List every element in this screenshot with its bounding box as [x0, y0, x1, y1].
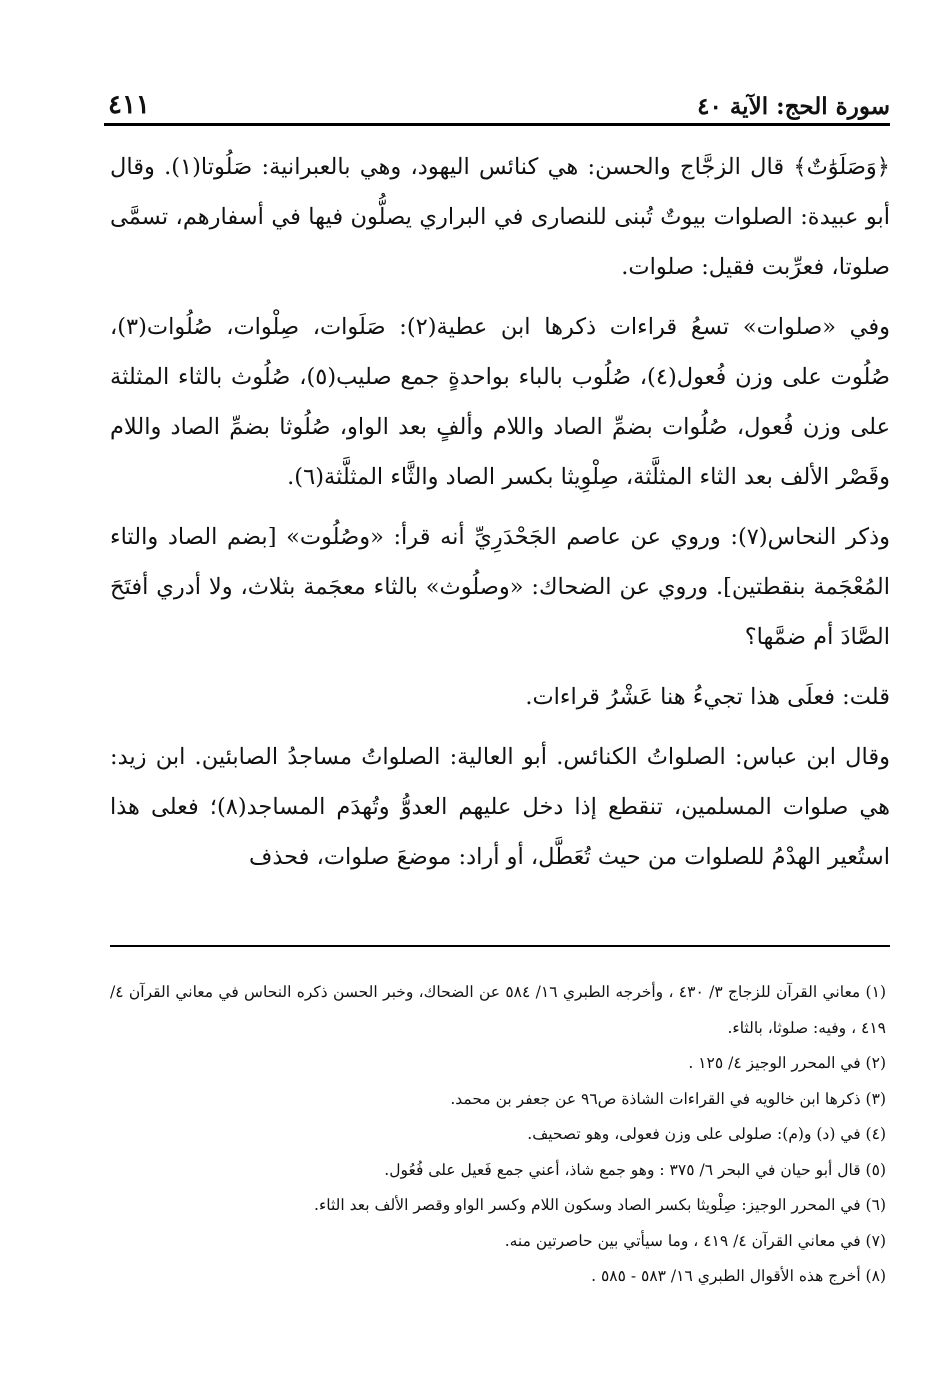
main-text [110, 142, 890, 882]
footnote-1: (١) معاني القرآن للزجاج ٣/ ٤٣٠ ، وأخرجه الطبري ١٦/ ٥٨٤ عن الضحاك، وخبر الحسن ذكره النحاس في معاني القرآن ٤/ ٤١٩ ، وفيه: صلوثا، بالثاء. [110, 983, 886, 1037]
footnote-3: (٣) ذكرها ابن خالويه في القراءات الشاذة ص٩٦ عن جعفر بن محمد. [450, 1089, 886, 1108]
footnote-2: (٢) في المحرر الوجيز ٤/ ١٢٥ . [688, 1054, 886, 1072]
footnotes [110, 975, 886, 1295]
footnote-6: (٦) في المحرر الوجيز: صِلْويثا بكسر الصاد وسكون اللام وكسر الواو وقصر الألف بعد الثاء. [314, 1196, 886, 1214]
footnote-5: (٥) قال أبو حيان في البحر ٦/ ٣٧٥ : وهو جمع شاذ، أعني جمع فَعيل على فُعُول. [384, 1160, 886, 1179]
paragraph-5: وقال ابن عباس: الصلواتُ الكنائس. أبو العالية: الصلواتُ مساجدُ الصابئين. ابن زيد: هي صلوات المسلمين، تنقطع إذا دخل عليهم العدوُّ وتُهدَم المساجد(٨)؛ فعلى هذا استُعير الهدْمُ للصلوات من حيث تُعَطَّل، أو أراد: موضعَ صلوات، فحذف [110, 744, 890, 870]
footnote-8: (٨) أخرج هذه الأقوال الطبري ١٦/ ٥٨٣ - ٥٨٥ . [591, 1267, 886, 1285]
paragraph-1: ﴿وَصَلَوَٰتٌ﴾ قال الزجَّاج والحسن: هي كنائس اليهود، وهي بالعبرانية: صَلُوتا(١). وقال أبو عبيدة: الصلوات بيوتٌ تُبنى للنصارى في البراري يصلُّون فيها في أسفارهم، تسمَّى صلوتا، فعرِّبت فقيل: صلوات. [110, 154, 890, 280]
paragraph-4: قلت: فعلَى هذا تجيءُ هنا عَشْرُ قراءات. [525, 684, 890, 710]
footnote-4: (٤) في (د) و(م): صلولى على وزن فعولى، وهو تصحيف. [527, 1125, 886, 1143]
paragraph-2: وفي «صلوات» تسعُ قراءات ذكرها ابن عطية(٢): صَلَوات، صِلْوات، صُلُوات(٣)، صُلُوت على وزن فُعول(٤)، صُلُوب بالباء بواحدةٍ جمع صليب(٥)، صُلُوث بالثاء المثلثة على وزن فُعول، صُلُوات بضمِّ الصاد واللام وألفٍ بعد الواو، صُلُوثا بضمِّ الصاد واللام وقَصْر الألف بعد الثاء المثلَّثة، صِلْوِيثا بكسر الصاد والثَّاء المثلَّثة(٦). [110, 314, 891, 490]
page-header [108, 74, 890, 120]
footnote-7: (٧) في معاني القرآن ٤/ ٤١٩ ، وما سيأتي بين حاصرتين منه. [504, 1231, 886, 1250]
header-rule [104, 123, 890, 126]
footnote-rule [110, 945, 890, 947]
running-title: سورة الحج: الآية ٤٠ [697, 93, 890, 120]
paragraph-3: وذكر النحاس(٧): وروي عن عاصم الجَحْدَرِيِّ أنه قرأ: «وصُلُوت» [بضم الصاد والتاء المُعْجَمة بنقطتين]. وروي عن الضحاك: «وصلُوث» بالثاء معجَمة بثلاث، ولا أدري أفتَحَ الصَّادَ أم ضمَّها؟ [110, 524, 891, 650]
page-number: ٤١١ [108, 90, 150, 120]
